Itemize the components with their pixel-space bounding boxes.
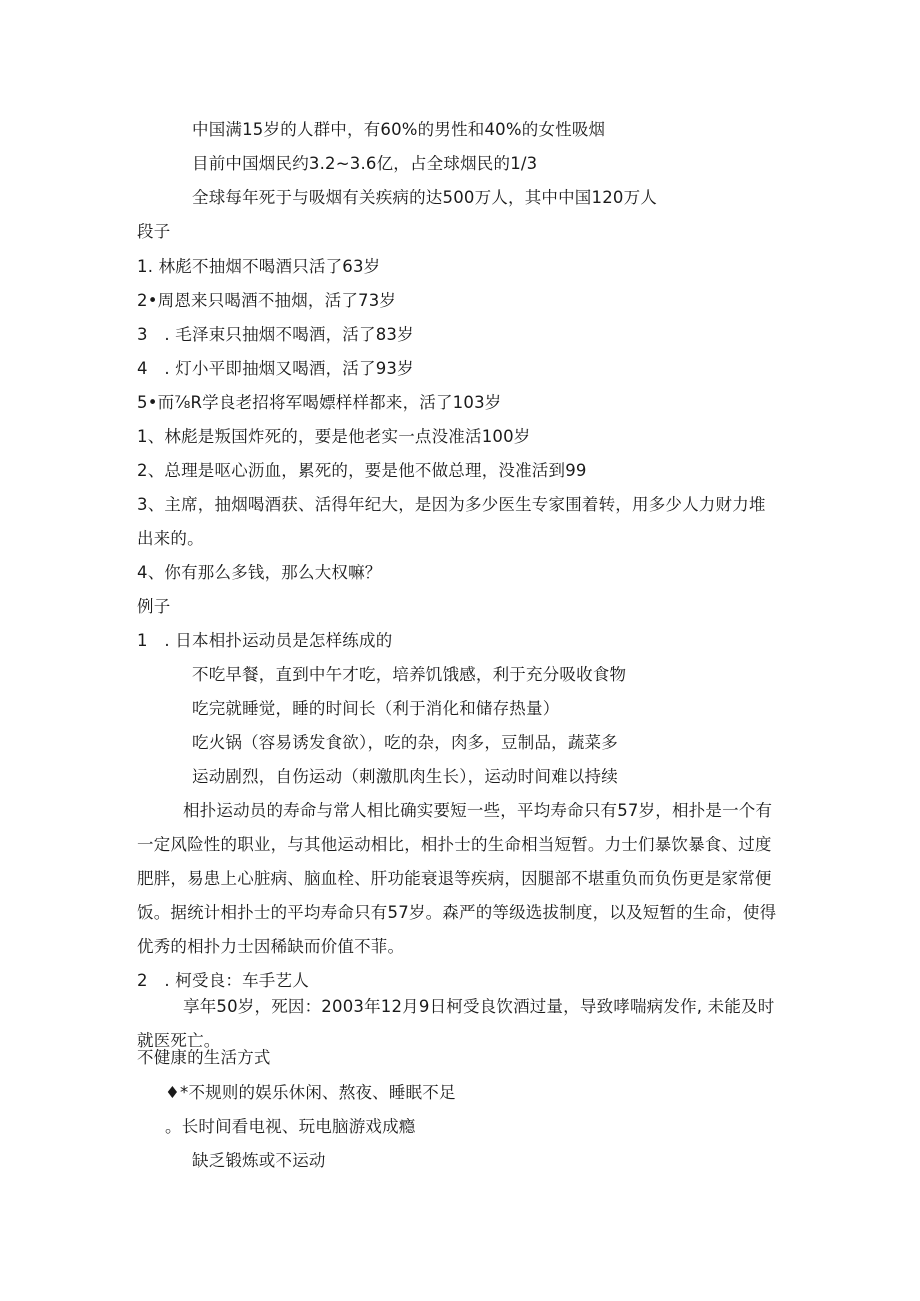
lifestyle-heading: 不健康的生活方式	[137, 1048, 271, 1067]
example2-paragraph-text: 享年50岁，死因：2003年12月9日柯受良饮酒过量，导致哮喘病发作, 未能及时就医死亡。	[137, 997, 775, 1050]
joke-line-2: 2•周恩来只喝酒不抽烟，活了73岁	[137, 291, 397, 310]
lifestyle-item-1: ♦*不规则的娱乐休闲、熬夜、睡眠不足	[165, 1083, 456, 1102]
example1-paragraph-text: 相扑运动员的寿命与常人相比确实要短一些，平均寿命只有57岁，相扑是一个有一定风险性的职业，与其他运动相比，相扑士的生命相当短暂。力士们暴饮暴食、过度肥胖，易患上心脏病、脑血栓、肝功能衰退等疾病，因腿部不堪重负而负伤更是家常便饭。据统计相扑士的平均寿命只有57岁。森严的等级选拔制度，以及短暂的生命，使得优秀的相扑力士因稀缺而价值不菲。	[137, 801, 777, 956]
stat-line-3: 全球每年死于与吸烟有关疾病的达500万人，其中中国120万人	[192, 188, 657, 207]
jokes-heading: 段子	[137, 222, 171, 241]
lifestyle-item-3: 缺乏锻炼或不运动	[192, 1151, 326, 1170]
stat-line-2: 目前中国烟民约3.2~3.6亿，占全球烟民的1/3	[192, 154, 538, 173]
rebuttal-line-4: 4、你有那么多钱，那么大权嘛？	[137, 563, 382, 582]
rebuttal-line-1: 1、林彪是叛国炸死的，要是他老实一点没准活100岁	[137, 427, 531, 446]
joke-line-1: 1. 林彪不抽烟不喝酒只活了63岁	[137, 257, 381, 276]
joke-line-5: 5•而⅞R学良老招将军喝嫖样样都来，活了103岁	[137, 393, 502, 412]
rebuttal-line-2: 2、总理是呕心沥血，累死的，要是他不做总理，没准活到99	[137, 461, 587, 480]
example1-point-2: 吃完就睡觉，睡的时间长（利于消化和储存热量）	[192, 699, 560, 718]
example1-point-1: 不吃早餐，直到中午才吃，培养饥饿感，利于充分吸收食物	[192, 665, 627, 684]
example1-point-3: 吃火锅（容易诱发食欲），吃的杂，肉多，豆制品，蔬菜多	[192, 733, 618, 752]
example1-title: 1 . 日本相扑运动员是怎样练成的	[137, 631, 393, 650]
example2-title: 2 . 柯受良：车手艺人	[137, 971, 309, 990]
example1-point-4: 运动剧烈，自伤运动（刺激肌肉生长），运动时间难以持续	[192, 767, 618, 786]
example1-paragraph	[137, 794, 785, 964]
joke-line-4: 4 . 灯小平即抽烟又喝酒，活了93岁	[137, 359, 414, 378]
rebuttal-line-3: 3、主席，抽烟喝酒获、活得年纪大，是因为多少医生专家围着转，用多少人力财力堆	[137, 495, 766, 514]
lifestyle-item-2: 。长时间看电视、玩电脑游戏成瘾	[165, 1117, 416, 1136]
examples-heading: 例子	[137, 597, 171, 616]
joke-line-3: 3 . 毛泽束只抽烟不喝酒，活了83岁	[137, 325, 414, 344]
rebuttal-line-3-cont: 出来的。	[137, 529, 204, 548]
stat-line-1: 中国满15岁的人群中，有60%的男性和40%的女性吸烟	[192, 120, 606, 139]
